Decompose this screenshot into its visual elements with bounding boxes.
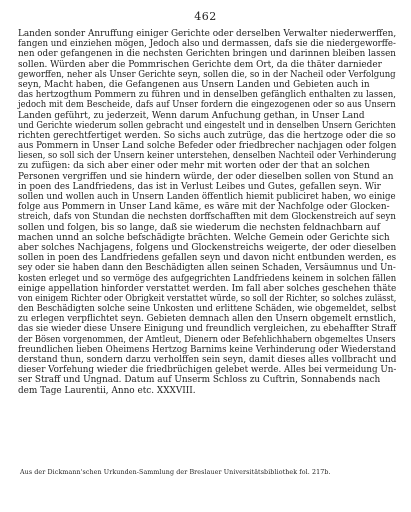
text-line: kosten erleget und so vermöge des aufgegrichten Landfriedens keinem in solchen fällen xyxy=(18,273,397,284)
text-line: ser Straff und Ungnad. Datum auf Unserm Schloss zu Cuftrin, Sonnabends nach xyxy=(18,375,381,386)
text-line: richten gerechtfertiget werden. So sichs auch zutrüge, das die hertzoge oder die so xyxy=(18,130,396,141)
text-line: aber solches Nachjagens, folgens und Glockenstreichs weigerte, der oder dieselben xyxy=(18,242,397,253)
text-line: derstand thun, sondern darzu verholffen sein seyn, damit dieses alles vollbracht und xyxy=(18,355,397,365)
text-line: Personen vergriffen und sie hindern würde, der oder dieselben sollen von Stund an xyxy=(18,171,394,182)
text-line: sollen in poen des Landfriedens gefallen seyn und davon nicht entbunden werden, es xyxy=(18,253,397,264)
text-line: von einigem Richter oder Obrigkeit verstattet würde, so soll der Richter, so solches zulässt, xyxy=(18,293,397,304)
text-line: freundlichen lieben Oheimens Hertzog Barnims keine Verhinderung oder Wiederstand xyxy=(18,344,397,355)
text-line: sey oder sie haben dann den Beschädigten allen seinen Schaden, Versäumnus und Un- xyxy=(18,263,396,274)
text-line: Landen sonder Anruffung einiger Gerichte oder derselben Verwalter niederwerffen, xyxy=(18,29,397,39)
text-line: dem Tage Laurentii, Anno etc. XXXVIII. xyxy=(18,385,196,396)
text-line: in poen des Landfriedens, das ist in Verlust Leibes und Gutes, gefallen seyn. Wir xyxy=(18,181,381,192)
text-line: das sie wieder diese Unsere Einigung und freundlich vergleichen, zu ebehaffter Straff xyxy=(18,324,397,335)
text-line: sollen und wollen auch in Unsern Landen öffentlich hiemit publiciret haben, wo einige xyxy=(18,192,396,202)
text-line: aus Pommern in Unser Land solche Befeder oder friedbrecher nachjagen oder folgen xyxy=(18,141,397,152)
text-line: Landen geführt, zu jederzeit, Wenn darum Anfuchung gethan, in Unser Land xyxy=(18,110,365,121)
body-text xyxy=(18,29,396,396)
text-line: der Bösen vorgenommen, der Amtleut, Dienern oder Befehlichhabern obgemeltes Unsers xyxy=(18,334,396,345)
text-line: sollen. Würden aber die Pommrischen Gerichte dem Ort, da die thäter darnieder xyxy=(18,59,382,70)
text-line: den Beschädigten solche seine Unkosten und erlittene Schäden, wie obgemeldet, selbst xyxy=(18,304,397,315)
text-line: zu erlegen verpflichtet seyn. Gebieten demnach allen den Unsern obgemelt ernstlich, xyxy=(18,314,397,325)
text-line: streich, dafs von Stundan die nechsten dorffschafften mit dem Glockenstreich auf seyn xyxy=(18,212,396,223)
text-line: fangen und einziehen mögen, Jedoch also und dermassen, dafs sie die niedergeworffe- xyxy=(18,39,396,50)
text-line: das hertzogthum Pommern zu führen und in denselben gefänglich enthalten zu lassen, xyxy=(18,90,397,101)
text-line: jedoch mit dem Bescheide, dafs auf Unser fordern die eingezogenen oder so aus Unsern xyxy=(18,100,396,111)
page-number: 462 xyxy=(194,10,217,23)
text-line: nen oder gefangenen in die nechsten Gerichten bringen und darinnen bleiben lassen xyxy=(18,49,396,60)
text-line: dieser Vorfehung wieder die friedbrüchigen gelebet werde. Alles bei vermeidung Un- xyxy=(18,365,397,376)
text-line: seyn, Macht haben, die Gefangenen aus Unsern Landen und Gebieten auch in xyxy=(18,79,370,90)
source-note: Aus der Dickmann'schen Urkunden-Sammlung der Breslauer Universitätsbibliothek fol. 217b. xyxy=(20,468,331,476)
text-line: liesen, so soll sich der Unsern keiner unterstehen, denselben Nachteil oder Verhinderung xyxy=(18,151,397,162)
text-line: machen unnd an solche befschädigte brächten. Welche Gemein oder Gerichte sich xyxy=(18,232,390,243)
text-line: zu zufügen: da sich aber einer oder mehr mit worten oder der that an solchen xyxy=(18,161,370,172)
text-line: einige appellation hinforder verstattet werden. Im fall aber solches geschehen thäte xyxy=(18,283,397,294)
text-line: geworffen, neher als Unser Gerichte seyn, sollen die, so in der Nacheil oder Verfolgung xyxy=(18,69,396,80)
text-line: und Gerichte wiederum sollen gebracht und eingestelt und in denselben Unsern Gerichten xyxy=(18,120,396,131)
text-line: sollen und folgen, bis so lange, daß sie wiederum die nechsten feldnachbarn auf xyxy=(18,222,381,233)
text-line: folge aus Pommern in Unser Land käme, es wäre mit der Nachfolge oder Glocken- xyxy=(18,202,390,213)
